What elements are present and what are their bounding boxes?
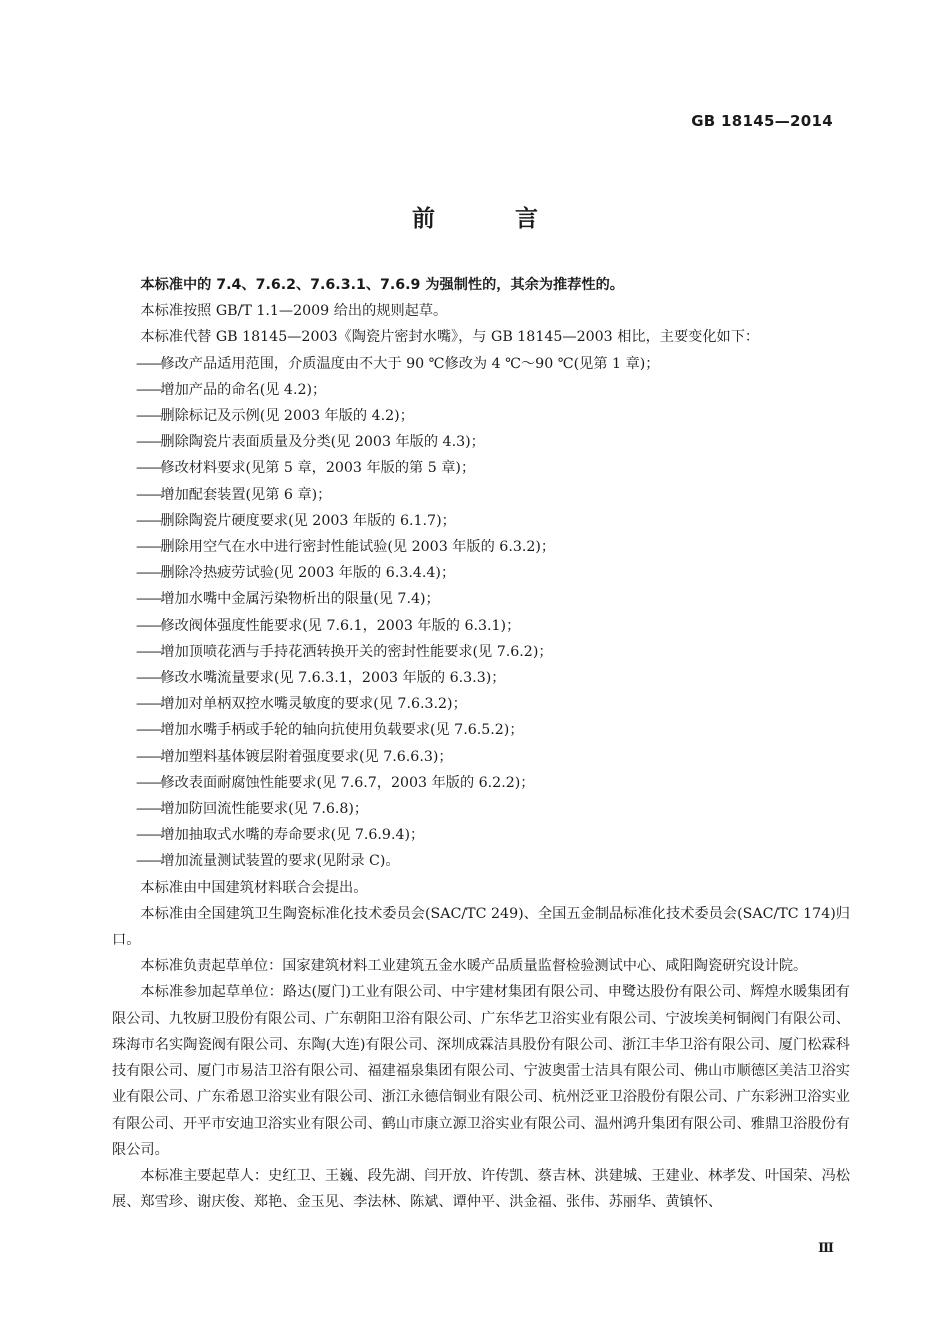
list-dash: —— [136,355,161,372]
list-item [112,560,850,586]
list-item-text: 删除用空气在水中进行密封性能试验(见 2003 年版的 6.3.2)； [160,539,556,556]
list-item-text: 增加产品的命名(见 4.2)； [160,381,327,398]
list-item [112,848,850,874]
list-dash: —— [136,801,161,818]
list-item-text: 增加水嘴中金属污染物析出的限量(见 7.4)； [160,591,440,608]
page-title: 前 言 [411,206,574,232]
list-dash: —— [136,512,161,529]
list-item [112,796,850,822]
list-item [112,403,850,429]
list-item [112,534,850,560]
list-item-text: 增加抽取式水嘴的寿命要求(见 7.6.9.4)； [160,827,425,844]
list-item [112,639,850,665]
list-item-text: 增加塑料基体镀层附着强度要求(见 7.6.6.3)； [160,748,453,765]
list-dash: —— [136,774,161,791]
list-item [112,586,850,612]
list-item [112,508,850,534]
list-dash: —— [136,643,161,660]
list-dash: —— [136,722,161,739]
list-dash: —— [136,539,161,556]
list-item-text: 增加水嘴手柄或手轮的轴向抗使用负载要求(见 7.6.5.2)； [160,722,524,739]
page-number: Ⅲ [818,1241,834,1256]
list-dash: —— [136,696,161,713]
list-item-text: 增加防回流性能要求(见 7.6.8)； [160,801,369,818]
list-dash: —— [136,617,161,634]
changes-list [112,351,850,875]
list-item-text: 增加对单柄双控水嘴灵敏度的要求(见 7.6.3.2)； [160,696,467,713]
list-item [112,744,850,770]
list-item [112,665,850,691]
list-dash: —— [136,748,161,765]
list-item [112,717,850,743]
replacement-statement: 本标准代替 GB 18145—2003《陶瓷片密封水嘴》，与 GB 18145—2003 相比，主要变化如下： [140,329,760,346]
list-item-text: 修改产品适用范围，介质温度由不大于 90 ℃修改为 4 ℃～90 ℃(见第 1 章)； [160,355,660,372]
list-item-text: 删除标记及示例(见 2003 年版的 4.2)； [160,408,414,425]
document-body [112,272,850,1215]
list-item [112,770,850,796]
list-item [112,351,850,377]
list-dash: —— [136,408,161,425]
list-item-text: 增加流量测试装置的要求(见附录 C)。 [160,853,400,870]
list-item [112,377,850,403]
list-item [112,429,850,455]
list-item-text: 删除陶瓷片硬度要求(见 2003 年版的 6.1.7)； [160,512,456,529]
list-item-text: 删除陶瓷片表面质量及分类(见 2003 年版的 4.3)； [160,434,485,451]
list-item-text: 增加顶喷花洒与手持花洒转换开关的密封性能要求(见 7.6.2)； [160,643,553,660]
list-item-text: 修改水嘴流量要求(见 7.6.3.1，2003 年版的 6.3.3)； [160,670,506,687]
list-item-text: 增加配套装置(见第 6 章)； [160,486,332,503]
list-item-text: 删除冷热疲劳试验(见 2003 年版的 6.3.4.4)； [160,565,456,582]
standard-code: GB 18145—2014 [691,112,833,130]
list-dash: —— [136,827,161,844]
responsible-unit-statement: 本标准负责起草单位：国家建筑材料工业建筑五金水暖产品质量监督检验测试中心、咸阳陶瓷研究设计院。 [140,958,808,975]
participating-units-statement: 本标准参加起草单位：路达(厦门)工业有限公司、中宇建材集团有限公司、申鹭达股份有限公司、辉煌水暖集团有限公司、九牧厨卫股份有限公司、广东朝阳卫浴有限公司、广东华艺卫浴实业有限公司、宁波埃美柯铜阀门有限公司、珠海市名实陶瓷阀有限公司、东陶(大连)有限公司、深圳成霖洁具股份有限公司、浙江丰华卫浴有限公司、厦门松霖科技有限公司、厦门市易洁卫浴有限公司、福建福泉集团有限公司、宁波奥雷士洁具有限公司、佛山市顺德区美洁卫浴实业有限公司、广东希恩卫浴实业有限公司、浙江永德信铜业有限公司、杭州泛亚卫浴股份有限公司、广东彩洲卫浴实业有限公司、开平市安迪卫浴实业有限公司、鹤山市康立源卫浴实业有限公司、温州鸿升集团有限公司、雅鼎卫浴股份有限公司。 [112,984,850,1158]
list-dash: —— [136,434,161,451]
list-item [112,691,850,717]
list-dash: —— [136,460,161,477]
main-drafters-statement: 本标准主要起草人：史红卫、王巍、段先湖、闫开放、许传凯、蔡吉林、洪建城、王建业、林孝发、叶国荣、冯松展、郑雪珍、谢庆俊、郑艳、金玉见、李法林、陈斌、谭仲平、洪金福、张伟、苏丽华、黄镇怀、 [112,1167,850,1211]
list-dash: —— [136,486,161,503]
list-item [112,455,850,481]
list-dash: —— [136,591,161,608]
list-item-text: 修改材料要求(见第 5 章，2003 年版的第 5 章)； [160,460,476,477]
list-item-text: 修改表面耐腐蚀性能要求(见 7.6.7，2003 年版的 6.2.2)； [160,774,535,791]
list-item-text: 修改阀体强度性能要求(见 7.6.1，2003 年版的 6.3.1)； [160,617,521,634]
list-item [112,822,850,848]
proposer-statement: 本标准由中国建筑材料联合会提出。 [140,879,368,896]
drafting-rule-statement: 本标准按照 GB/T 1.1—2009 给出的规则起草。 [140,303,448,320]
list-item [112,482,850,508]
list-dash: —— [136,670,161,687]
management-statement: 本标准由全国建筑卫生陶瓷标准化技术委员会(SAC/TC 249)、全国五金制品标准化技术委员会(SAC/TC 174)归口。 [112,905,850,949]
mandatory-clauses-statement: 本标准中的 7.4、7.6.2、7.6.3.1、7.6.9 为强制性的，其余为推荐性的。 [140,277,624,293]
list-dash: —— [136,853,161,870]
list-dash: —— [136,381,161,398]
list-dash: —— [136,565,161,582]
list-item [112,613,850,639]
